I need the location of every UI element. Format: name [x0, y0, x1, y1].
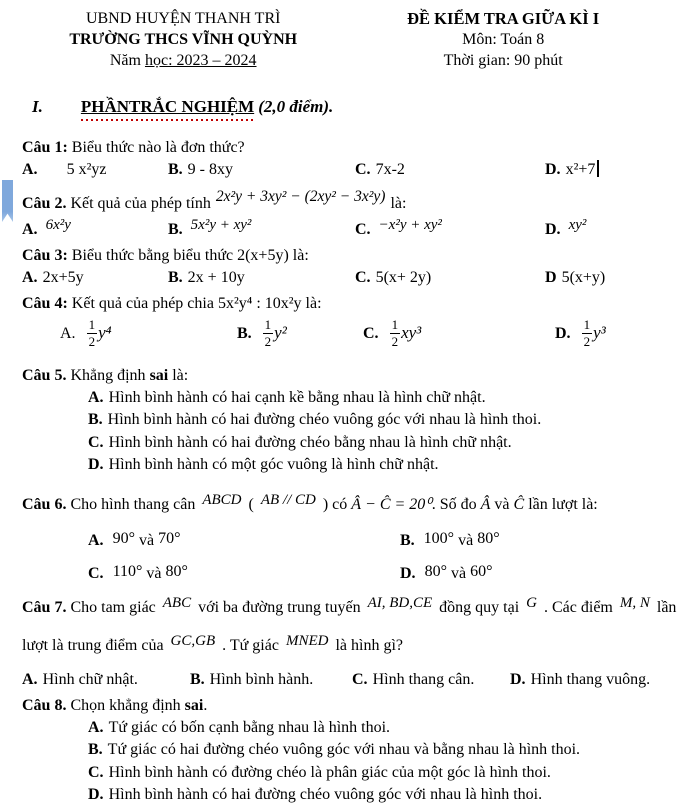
- option-value: 5(x+y): [561, 269, 606, 286]
- question-label: Câu 6.: [22, 496, 67, 514]
- option-value: 90°: [112, 530, 135, 548]
- math-expression: 2x²y + 3xy² − (2xy² − 3x²y): [215, 188, 386, 205]
- option-label: B.: [168, 221, 183, 238]
- option-value: Hình chữ nhật.: [42, 671, 138, 689]
- option: [555, 316, 686, 349]
- option-label: A.: [88, 389, 104, 406]
- question-label: Câu 3:: [22, 247, 68, 264]
- question-3: [22, 245, 686, 289]
- option-value: y⁴: [98, 322, 112, 342]
- option-label: D.: [555, 324, 571, 342]
- option-value: Hình bình hành có hai đường chéo bằng nhau là hình chữ nhật.: [108, 433, 512, 451]
- question-6: [22, 490, 686, 583]
- option-label: B.: [168, 161, 183, 178]
- option: [22, 219, 168, 241]
- math-expression: AI, BD,CE: [367, 595, 433, 612]
- option-label: C.: [88, 433, 104, 451]
- question-4: [22, 293, 686, 351]
- option: [60, 316, 237, 349]
- option: [355, 267, 545, 289]
- option-value: 80°: [424, 563, 447, 581]
- question-4-options: [22, 317, 686, 351]
- option-label: C.: [355, 269, 371, 286]
- question-label: Câu 8.: [22, 697, 67, 715]
- question-8-text: Câu 8. Chọn khẳng định sai.: [22, 697, 208, 715]
- option-label: D.: [400, 565, 416, 583]
- option-value: 80°: [477, 530, 500, 548]
- section-title: PHẦNTRẮC NGHIỆM: [80, 97, 255, 116]
- fraction: $\frac{1}{2}$: [391, 316, 399, 349]
- school-year: Năm học: 2023 – 2024: [109, 52, 257, 69]
- question-2-options: [22, 219, 686, 241]
- option-label: B.: [400, 532, 415, 550]
- option-value: y²: [274, 322, 287, 342]
- option-label: A.: [22, 671, 38, 689]
- text-cursor: [597, 160, 599, 177]
- question-7-options: [22, 668, 686, 691]
- question-6-text: Câu 6. Cho hình thang cân ABCD ( AB // CD ) có Â − Ĉ = 20⁰. Số đo Â và Ĉ lần lượt là:: [22, 492, 598, 514]
- option-label: C.: [355, 221, 371, 238]
- emphasis: sai: [149, 367, 169, 384]
- math-expression: ABC: [162, 595, 192, 612]
- option: C. 110° và 80°: [88, 563, 188, 583]
- option-value: 6x²y: [45, 217, 71, 233]
- option: [22, 784, 686, 806]
- option: [22, 668, 190, 691]
- option-label: B.: [190, 671, 205, 689]
- fraction: $\frac{1}{2}$: [264, 316, 272, 349]
- option-value: y³: [593, 322, 606, 342]
- option: [363, 316, 555, 349]
- exam-subject: Môn: Toán 8: [462, 31, 545, 48]
- option-value: 2x + 10y: [187, 269, 245, 286]
- question-1-options: [22, 159, 686, 181]
- option: [22, 387, 686, 409]
- section-numeral: I.: [32, 97, 43, 116]
- option-value: 110°: [112, 563, 143, 581]
- question-label: Câu 2.: [22, 195, 67, 212]
- question-7: [22, 589, 686, 691]
- option-value: Tứ giác có hai đường chéo vuông góc với nhau và bằng nhau là hình thoi.: [107, 741, 581, 759]
- option-label: A.: [22, 221, 38, 238]
- math-expression: MNED: [285, 633, 329, 650]
- option-label: A.: [88, 719, 104, 737]
- math-expression: Â: [480, 496, 491, 514]
- option-value: −x²y + xy²: [378, 217, 442, 233]
- school-name: TRƯỜNG THCS VĨNH QUỲNH: [69, 31, 298, 48]
- option-value: 5(x+ 2y): [375, 269, 432, 286]
- option: [22, 267, 168, 289]
- option-value: Hình bình hành có hai đường chéo vuông góc với nhau là hình thoi.: [107, 411, 542, 429]
- fraction: $\frac{1}{2}$: [88, 316, 96, 349]
- option: [22, 159, 168, 181]
- header-right-block: [330, 8, 676, 71]
- option-value: 5x²y + xy²: [190, 217, 252, 233]
- questions-area: [0, 137, 700, 806]
- option-value: 7x-2: [375, 161, 405, 178]
- option: [168, 219, 355, 241]
- header-left-block: [36, 8, 330, 71]
- option-label: A.: [60, 324, 76, 342]
- exam-title: ĐỀ KIỂM TRA GIỮA KÌ I: [407, 9, 600, 28]
- option: [545, 219, 686, 241]
- option-value: 60°: [470, 563, 493, 581]
- option: [545, 267, 686, 289]
- option: [22, 762, 686, 784]
- section-points: (2,0 điểm).: [258, 97, 334, 116]
- question-2-text: Câu 2. Kết quả của phép tính 2x²y + 3xy² − (2xy² − 3x²y) là:: [22, 188, 407, 212]
- option-value: x²+7: [565, 161, 596, 178]
- option-label: D: [545, 269, 557, 286]
- option-label: A.: [22, 269, 38, 286]
- option: [22, 717, 686, 739]
- option: [355, 159, 545, 181]
- option-value: xy³: [401, 322, 422, 342]
- math-expression: Â − Ĉ = 20⁰: [351, 496, 432, 514]
- option-label: D.: [510, 671, 526, 689]
- option: [510, 668, 686, 691]
- question-6-options-row-2: [22, 565, 686, 583]
- math-expression: M, N: [619, 595, 650, 612]
- option: [545, 159, 686, 181]
- option-value: Hình bình hành.: [209, 671, 314, 689]
- option: [168, 267, 355, 289]
- question-1-text: Câu 1: Biểu thức nào là đơn thức?: [22, 139, 245, 156]
- option-value: Hình bình hành có đường chéo là phân giác của một góc là hình thoi.: [108, 763, 551, 781]
- option-label: D.: [88, 455, 104, 473]
- question-label: Câu 4:: [22, 295, 68, 312]
- option-value: Hình thang vuông.: [530, 671, 651, 689]
- option: [22, 409, 686, 431]
- emphasis: sai: [184, 697, 204, 715]
- option-value: xy²: [568, 217, 587, 233]
- option: [22, 432, 686, 454]
- option-value: 70°: [158, 530, 181, 548]
- question-5: [22, 365, 686, 476]
- option-value: Hình bình hành có hai cạnh kề bằng nhau là hình chữ nhật.: [108, 389, 486, 406]
- option-label: A.: [22, 161, 38, 178]
- math-expression: AB // CD: [260, 492, 316, 509]
- question-3-options: [22, 267, 686, 289]
- option-value: 9 - 8xy: [187, 161, 233, 178]
- exam-duration: Thời gian: 90 phút: [443, 52, 563, 69]
- option-value: Hình bình hành có hai đường chéo vuông góc với nhau là hình thoi.: [108, 786, 543, 804]
- option: [355, 219, 545, 241]
- question-label: Câu 1:: [22, 139, 68, 156]
- option-value: Tứ giác có bốn cạnh bằng nhau là hình thoi.: [108, 719, 391, 737]
- question-2: [22, 181, 686, 241]
- org-name: UBND HUYỆN THANH TRÌ: [85, 10, 281, 27]
- question-3-text: Câu 3: Biểu thức bằng biểu thức 2(x+5y) là:: [22, 247, 309, 264]
- question-8: [22, 695, 686, 806]
- option: [190, 668, 352, 691]
- option-label: A.: [88, 532, 104, 550]
- option-value: 2x+5y: [42, 269, 84, 286]
- option-label: B.: [88, 411, 103, 429]
- question-label: Câu 7.: [22, 599, 67, 617]
- option-value: 5 x²yz: [66, 161, 107, 178]
- math-expression: GC,GB: [170, 633, 216, 650]
- question-1: [22, 137, 686, 181]
- question-7-text: Câu 7. Cho tam giác ABC với ba đường trung tuyến AI, BD,CE đồng quy tại G . Các điểm M, N lần lượt là trung điểm của GC,GB . Tứ giác MNED là hình gì?: [22, 595, 677, 655]
- option-label: C.: [363, 324, 379, 342]
- math-expression: ABCD: [202, 492, 242, 509]
- option: [352, 668, 510, 691]
- option: [22, 454, 686, 476]
- option-label: B.: [88, 741, 103, 759]
- question-5-text: Câu 5. Khẳng định sai là:: [22, 367, 189, 384]
- question-label: Câu 5.: [22, 367, 67, 384]
- math-expression: Ĉ: [513, 496, 525, 514]
- option-value: 80°: [165, 563, 188, 581]
- math-expression: G: [526, 595, 537, 612]
- option: [237, 316, 363, 349]
- document-header: [0, 0, 700, 71]
- option-label: D.: [545, 221, 561, 238]
- option: D. 80° và 60°: [400, 563, 493, 583]
- option-label: C.: [352, 671, 368, 689]
- section-heading: [32, 97, 700, 117]
- option: [22, 739, 686, 761]
- option: B. 100° và 80°: [400, 530, 500, 550]
- option-label: B.: [168, 269, 183, 286]
- question-4-text: Câu 4: Kết quả của phép chia 5x²y⁴ : 10x²y là:: [22, 295, 322, 312]
- option-label: B.: [237, 324, 252, 342]
- option-value: Hình thang cân.: [372, 671, 475, 689]
- option-label: C.: [355, 161, 371, 178]
- option-label: D.: [545, 161, 561, 178]
- option-label: C.: [88, 565, 104, 583]
- fraction: $\frac{1}{2}$: [583, 316, 591, 349]
- option: [168, 159, 355, 181]
- option: A. 90° và 70°: [88, 530, 181, 550]
- option-label: C.: [88, 763, 104, 781]
- option-value: 100°: [423, 530, 455, 548]
- option-value: Hình bình hành có một góc vuông là hình chữ nhật.: [108, 455, 439, 473]
- question-6-options-row-1: [22, 532, 686, 550]
- option-label: D.: [88, 786, 104, 804]
